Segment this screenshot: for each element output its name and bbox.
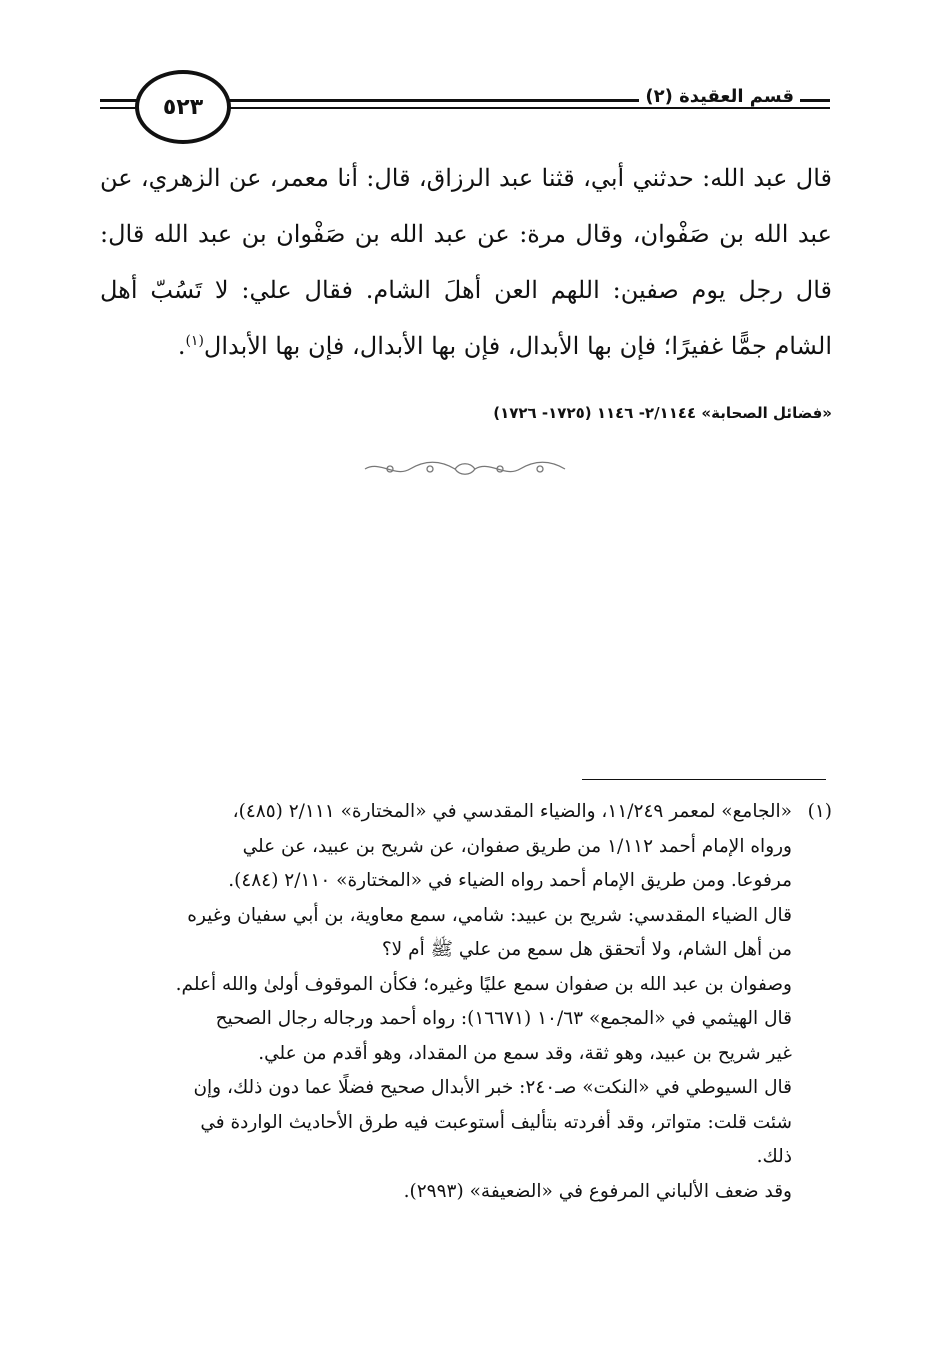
footnote-line: قال السيوطي في «النكت» صـ٢٤٠: خبر الأبدال صحيح فضلًا عما دون ذلك، وإن bbox=[193, 1077, 792, 1098]
footnote-line: قال الهيثمي في «المجمع» ١٠/٦٣ (١٦٦٧١): رواه أحمد ورجاله رجال الصحيح bbox=[215, 1008, 792, 1029]
footnote-line: قال الضياء المقدسي: شريح بن عبيد: شامي، سمع معاوية، بن أبي سفيان وغيره bbox=[187, 904, 792, 926]
page-number: ٥٢٣ bbox=[162, 94, 204, 120]
footnote-marker: (١) bbox=[807, 801, 832, 822]
footnote-line: وصفوان بن عبد الله بن صفوان سمع عليًا وغيره؛ فكأن الموقوف أولىٰ والله أعلم. bbox=[175, 973, 792, 995]
footnote-line: شئت قلت: متواتر، وقد أفردته بتأليف أستوعبت فيه طرق الأحاديث الواردة في bbox=[200, 1111, 792, 1133]
main-text bbox=[100, 150, 832, 374]
hadith-text: قال عبد الله: حدثني أبي، قثنا عبد الرزاق، قال: أنا معمر، عن الزهري، عن عبد الله بن صَفْوان، وقال مرة: عن عبد الله بن صَفْوان بن عبد الله قال: قال رجل يوم صفين: اللهم العن أهلَ الشام. فقال علي: لا تَسُبّ أهل الشام جمًّا غفيرًا؛ فإن بها الأبدال، فإن بها الأبدال، فإن بها الأبدال bbox=[100, 164, 832, 360]
hadith-end: . bbox=[177, 332, 186, 360]
decorative-divider-ornament bbox=[360, 458, 570, 480]
footnotes bbox=[100, 795, 832, 1209]
page-header bbox=[100, 68, 830, 138]
section-title: قسم العقيدة (٢) bbox=[639, 86, 800, 107]
footnote-line: من أهل الشام، ولا أتحقق هل سمع من علي ﷺ أم لا؟ bbox=[381, 939, 792, 960]
footnote-line: مرفوعا. ومن طريق الإمام أحمد رواه الضياء في «المختارة» ٢/١١٠ (٤٨٤). bbox=[228, 870, 792, 891]
footnote-reference: (١) bbox=[185, 333, 204, 349]
footnote-line: ورواه الإمام أحمد ١/١١٢ من طريق صفوان، عن شريح بن عبيد، عن علي bbox=[242, 835, 792, 857]
footnote-line: ذلك. bbox=[756, 1146, 792, 1167]
footnote-line: غير شريح بن عبيد، وهو ثقة، وقد سمع من المقداد، وهو أقدم من علي. bbox=[258, 1042, 792, 1064]
source-citation: «فضائل الصحابة» ٢/١١٤٤- ١١٤٦ (١٧٢٥- ١٧٢٦) bbox=[493, 404, 832, 422]
footnote-separator bbox=[582, 779, 826, 780]
page-number-oval bbox=[135, 70, 231, 144]
footnote-line: (١) «الجامع» لمعمر ١١/٢٤٩، والضياء المقدسي في «المختارة» ٢/١١١ (٤٨٥)، bbox=[100, 795, 832, 830]
footnote-line: وقد ضعف الألباني المرفوع في «الضعيفة» (٢٩٩٣). bbox=[403, 1180, 792, 1202]
